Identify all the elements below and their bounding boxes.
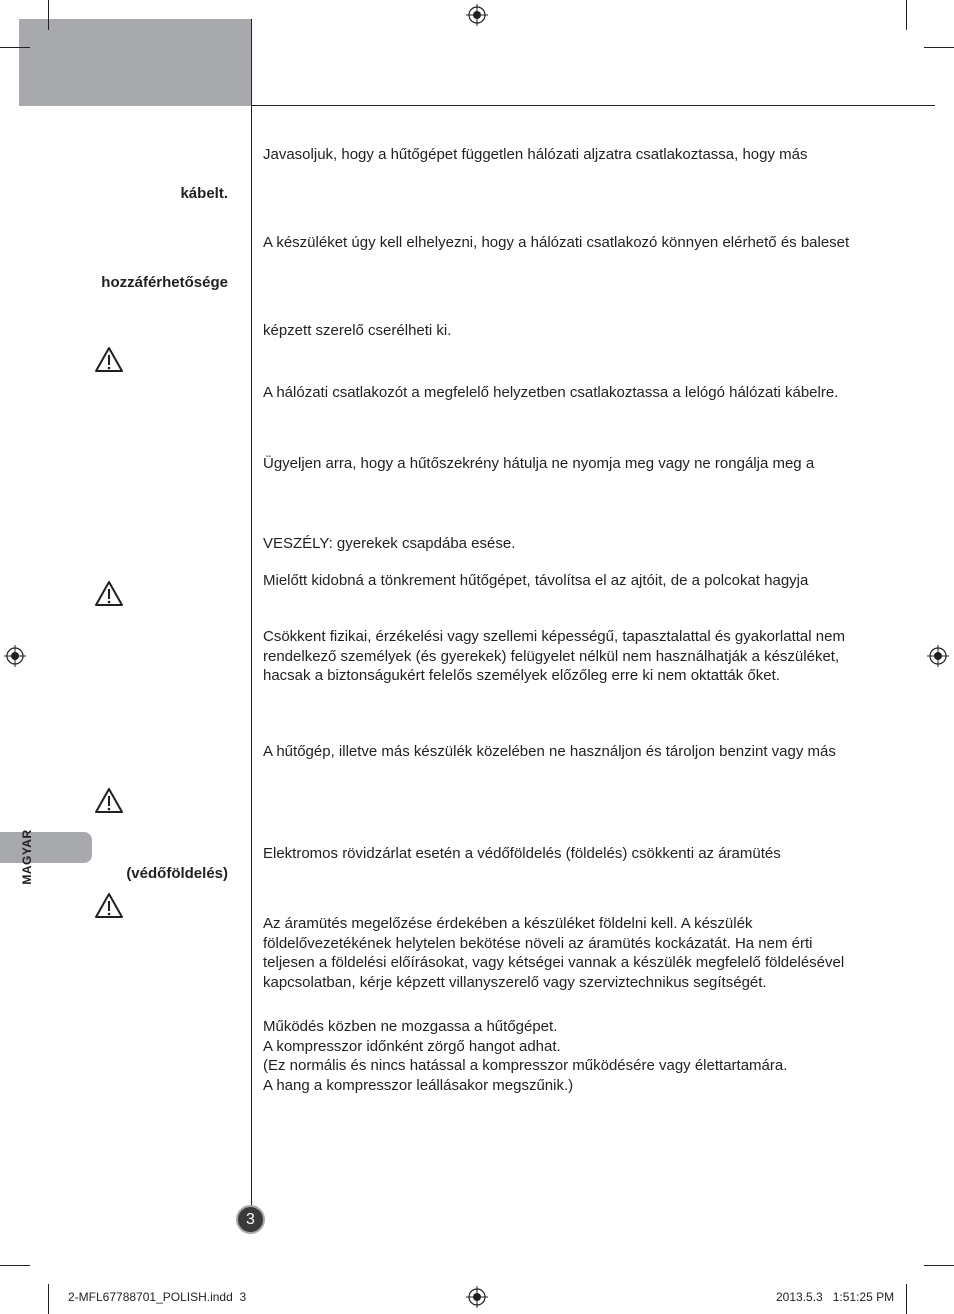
crop-mark bbox=[48, 0, 49, 30]
paragraph-line: Az áramütés megelőzése érdekében a készüléket földelni kell. A készülék bbox=[263, 915, 753, 932]
crop-mark bbox=[924, 1265, 954, 1266]
footer-timestamp bbox=[776, 1290, 894, 1304]
paragraph-line: (Ez normális és nincs hatással a kompresszor működésére vagy élettartamára. bbox=[263, 1057, 788, 1075]
left-heading: (védőföldelés) bbox=[126, 865, 228, 882]
paragraph bbox=[263, 914, 873, 992]
crop-mark bbox=[0, 1265, 30, 1266]
paragraph-line: VESZÉLY: gyerekek csapdába esése. bbox=[263, 535, 516, 552]
footer-file bbox=[68, 1290, 246, 1304]
page-number: 3 bbox=[236, 1205, 265, 1234]
paragraph-line: A hang a kompresszor leállásakor megszűnik.) bbox=[263, 1076, 574, 1094]
left-heading: hozzáférhetősége bbox=[101, 274, 228, 291]
paragraph-line: Mielőtt kidobná a tönkrement hűtőgépet, távolítsa el az ajtóit, de a polcokat hagyja bbox=[263, 572, 809, 589]
paragraph-line: Ügyeljen arra, hogy a hűtőszekrény hátulja ne nyomja meg vagy ne rongálja meg a bbox=[263, 455, 815, 472]
paragraph bbox=[263, 742, 873, 762]
crop-mark bbox=[0, 47, 30, 48]
footer-file-page: 3 bbox=[239, 1290, 247, 1304]
paragraph bbox=[263, 383, 873, 403]
registration-mark-icon bbox=[466, 1286, 488, 1308]
paragraph-line: A hálózati csatlakozót a megfelelő helyzetben csatlakoztassa a lelógó hálózati kábelre. bbox=[263, 384, 839, 401]
crop-mark bbox=[906, 0, 907, 30]
paragraph bbox=[263, 844, 873, 864]
paragraph bbox=[263, 571, 873, 591]
paragraph bbox=[263, 534, 873, 554]
crop-mark bbox=[906, 1284, 907, 1314]
crop-mark bbox=[924, 47, 954, 48]
header-band bbox=[19, 19, 251, 106]
warning-icon bbox=[94, 346, 124, 373]
paragraph-line: A kompresszor időnként zörgő hangot adhat. bbox=[263, 1037, 561, 1055]
paragraph-line: A készüléket úgy kell elhelyezni, hogy a hálózati csatlakozó könnyen elérhető és baleset bbox=[263, 234, 850, 251]
paragraph-line: földelővezetékének helytelen bekötése növeli az áramütés kockázatát. Ha nem érti bbox=[263, 934, 813, 952]
crop-mark bbox=[48, 1284, 49, 1314]
paragraph-line: A hűtőgép, illetve más készülék közelében ne használjon és tároljon benzint vagy más bbox=[263, 743, 836, 760]
paragraph-line: Működés közben ne mozgassa a hűtőgépet. bbox=[263, 1018, 558, 1035]
paragraph-line: teljesen a földelési előírásokat, vagy kétségei vannak a készülék megfelelő földelésével bbox=[263, 954, 845, 972]
paragraph-line: rendelkező személyek (és gyerekek) felügyelet nélkül nem használhatják a készüléket, bbox=[263, 647, 840, 665]
paragraph bbox=[263, 145, 873, 165]
paragraph-line: Javasoljuk, hogy a hűtőgépet független hálózati aljzatra csatlakoztassa, hogy más bbox=[263, 146, 808, 163]
paragraph bbox=[263, 627, 873, 686]
warning-icon bbox=[94, 580, 124, 607]
left-heading: kábelt. bbox=[180, 185, 228, 202]
paragraph-line: képzett szerelő cserélheti ki. bbox=[263, 322, 452, 339]
footer-filename: 2-MFL67788701_POLISH.indd bbox=[68, 1290, 233, 1304]
paragraph-line: hacsak a biztonságukért felelős személyek előzőleg erre ki nem oktatták őket. bbox=[263, 667, 780, 685]
paragraph-line: kapcsolatban, kérje képzett villanyszerelő vagy szerviztechnikus segítségét. bbox=[263, 973, 767, 991]
paragraph-line: Elektromos rövidzárlat esetén a védőföldelés (földelés) csökkenti az áramütés bbox=[263, 845, 781, 862]
registration-mark-icon bbox=[4, 645, 26, 667]
column-divider bbox=[251, 19, 252, 1209]
paragraph bbox=[263, 1017, 873, 1095]
footer-time: 1:51:25 PM bbox=[832, 1290, 895, 1304]
footer-date: 2013.5.3 bbox=[776, 1290, 823, 1304]
paragraph bbox=[263, 454, 873, 474]
header-rule bbox=[251, 105, 935, 106]
warning-icon bbox=[94, 892, 124, 919]
language-label: MAGYAR bbox=[20, 829, 34, 885]
paragraph bbox=[263, 321, 873, 341]
warning-icon bbox=[94, 787, 124, 814]
paragraph bbox=[263, 233, 873, 253]
paragraph-line: Csökkent fizikai, érzékelési vagy szellemi képességű, tapasztalattal és gyakorlattal nem bbox=[263, 628, 845, 645]
registration-mark-icon bbox=[927, 645, 949, 667]
registration-mark-icon bbox=[466, 4, 488, 26]
language-tab bbox=[0, 832, 92, 863]
